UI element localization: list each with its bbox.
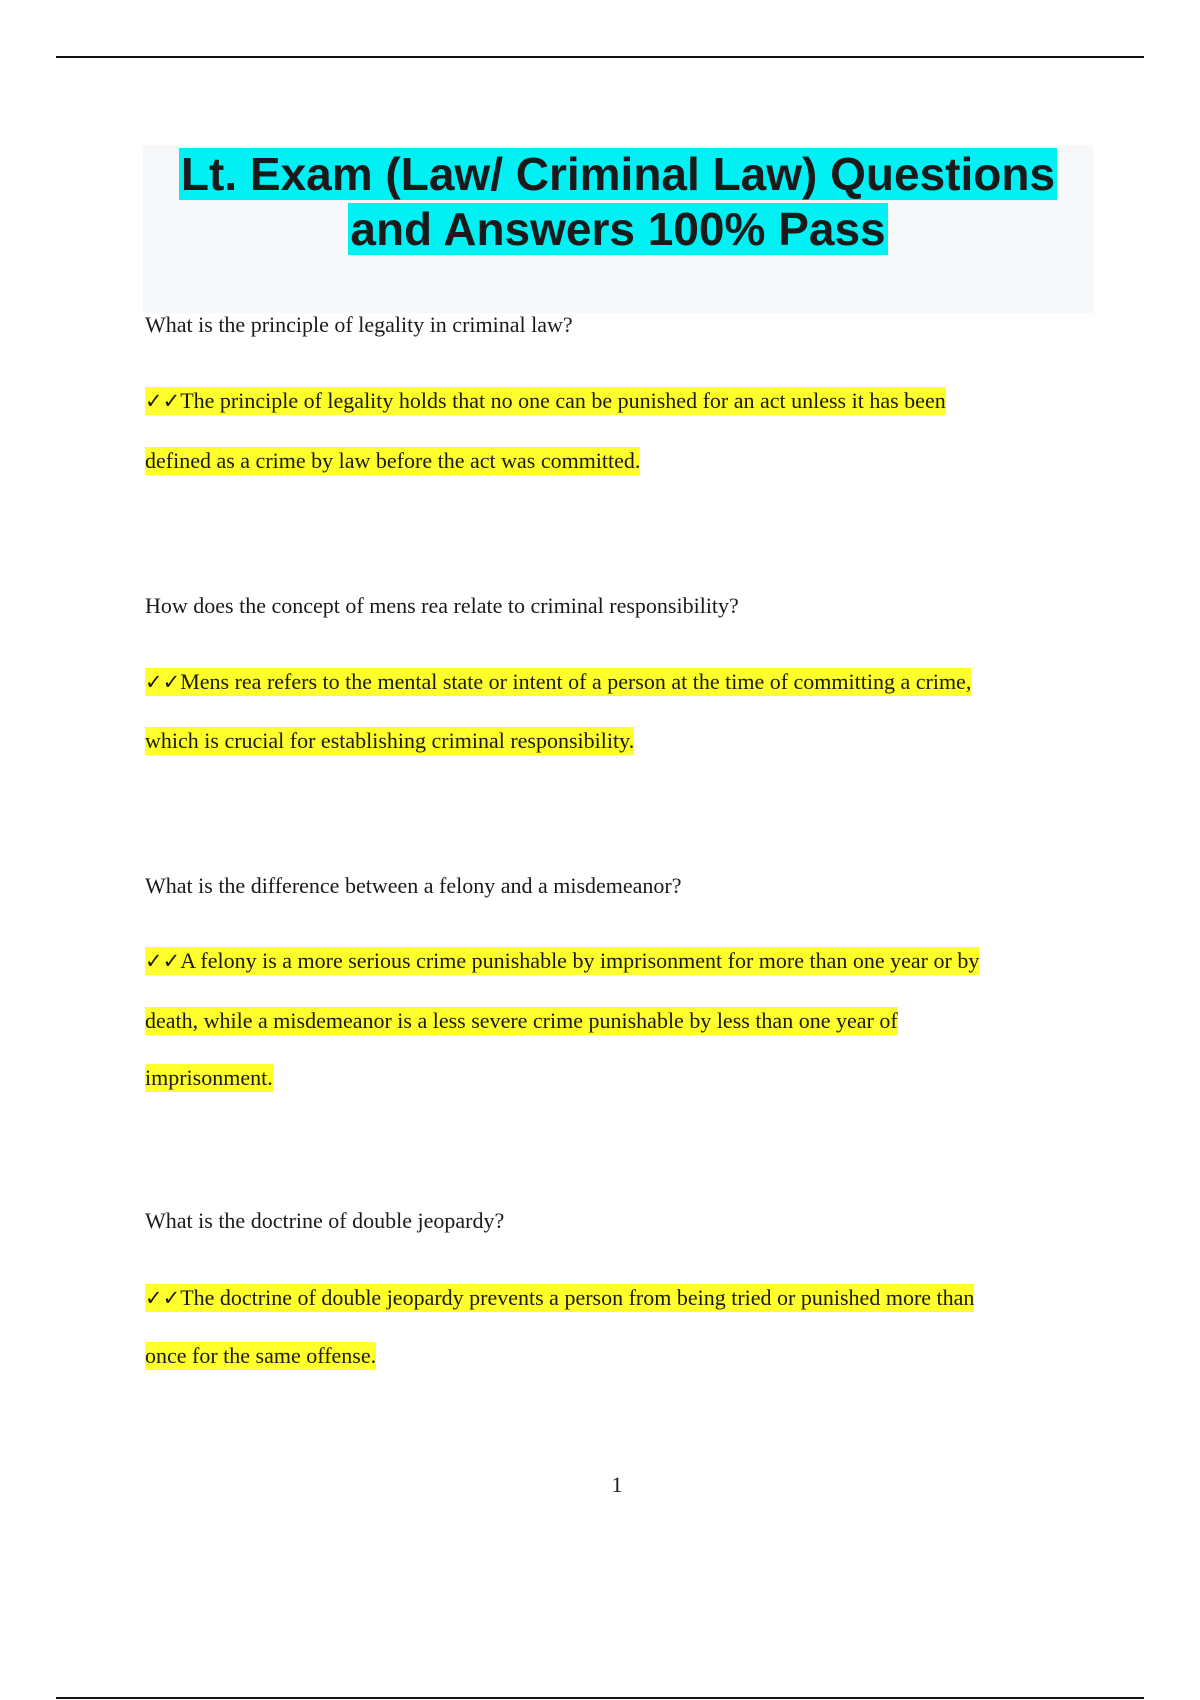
question-text: How does the concept of mens rea relate to criminal responsibility? xyxy=(145,593,739,618)
answer-line xyxy=(145,1063,273,1093)
answer-line xyxy=(145,667,971,697)
check-mark-icon: ✓✓ xyxy=(145,389,181,413)
answer-line xyxy=(145,446,640,476)
question-text: What is the difference between a felony and a misdemeanor? xyxy=(145,873,682,898)
answer-line xyxy=(145,726,634,756)
answer-text: The principle of legality holds that no one can be punished for an act unless it has been xyxy=(180,388,946,413)
title-block xyxy=(143,145,1093,313)
answer-line xyxy=(145,1283,974,1313)
answer-text: once for the same offense. xyxy=(145,1343,377,1368)
document-title-line-2: and Answers 100% Pass xyxy=(350,203,886,255)
answer-line xyxy=(145,386,946,416)
page-number: 1 xyxy=(611,1472,623,1497)
document-title-line-1: Lt. Exam (Law/ Criminal Law) Questions xyxy=(180,148,1056,200)
question-text: What is the principle of legality in criminal law? xyxy=(145,312,573,337)
answer-line xyxy=(145,1006,898,1036)
answer-text: Mens rea refers to the mental state or intent of a person at the time of committing a crime, xyxy=(180,669,972,694)
answer-text: which is crucial for establishing criminal responsibility. xyxy=(145,728,635,753)
answer-text: death, while a misdemeanor is a less severe crime punishable by less than one year of xyxy=(145,1008,898,1033)
answer-line xyxy=(145,946,979,976)
question-text: What is the doctrine of double jeopardy? xyxy=(145,1208,505,1233)
answer-line xyxy=(145,1341,376,1371)
bottom-rule xyxy=(56,1697,1144,1699)
answer-text: A felony is a more serious crime punishable by imprisonment for more than one year or by xyxy=(180,948,980,973)
answer-text: The doctrine of double jeopardy prevents a person from being tried or punished more than xyxy=(180,1285,975,1310)
check-mark-icon: ✓✓ xyxy=(145,670,181,694)
answer-text: imprisonment. xyxy=(145,1065,273,1090)
top-rule xyxy=(56,56,1144,58)
check-mark-icon: ✓✓ xyxy=(145,949,181,973)
answer-text: defined as a crime by law before the act was committed. xyxy=(145,448,641,473)
check-mark-icon: ✓✓ xyxy=(145,1286,181,1310)
